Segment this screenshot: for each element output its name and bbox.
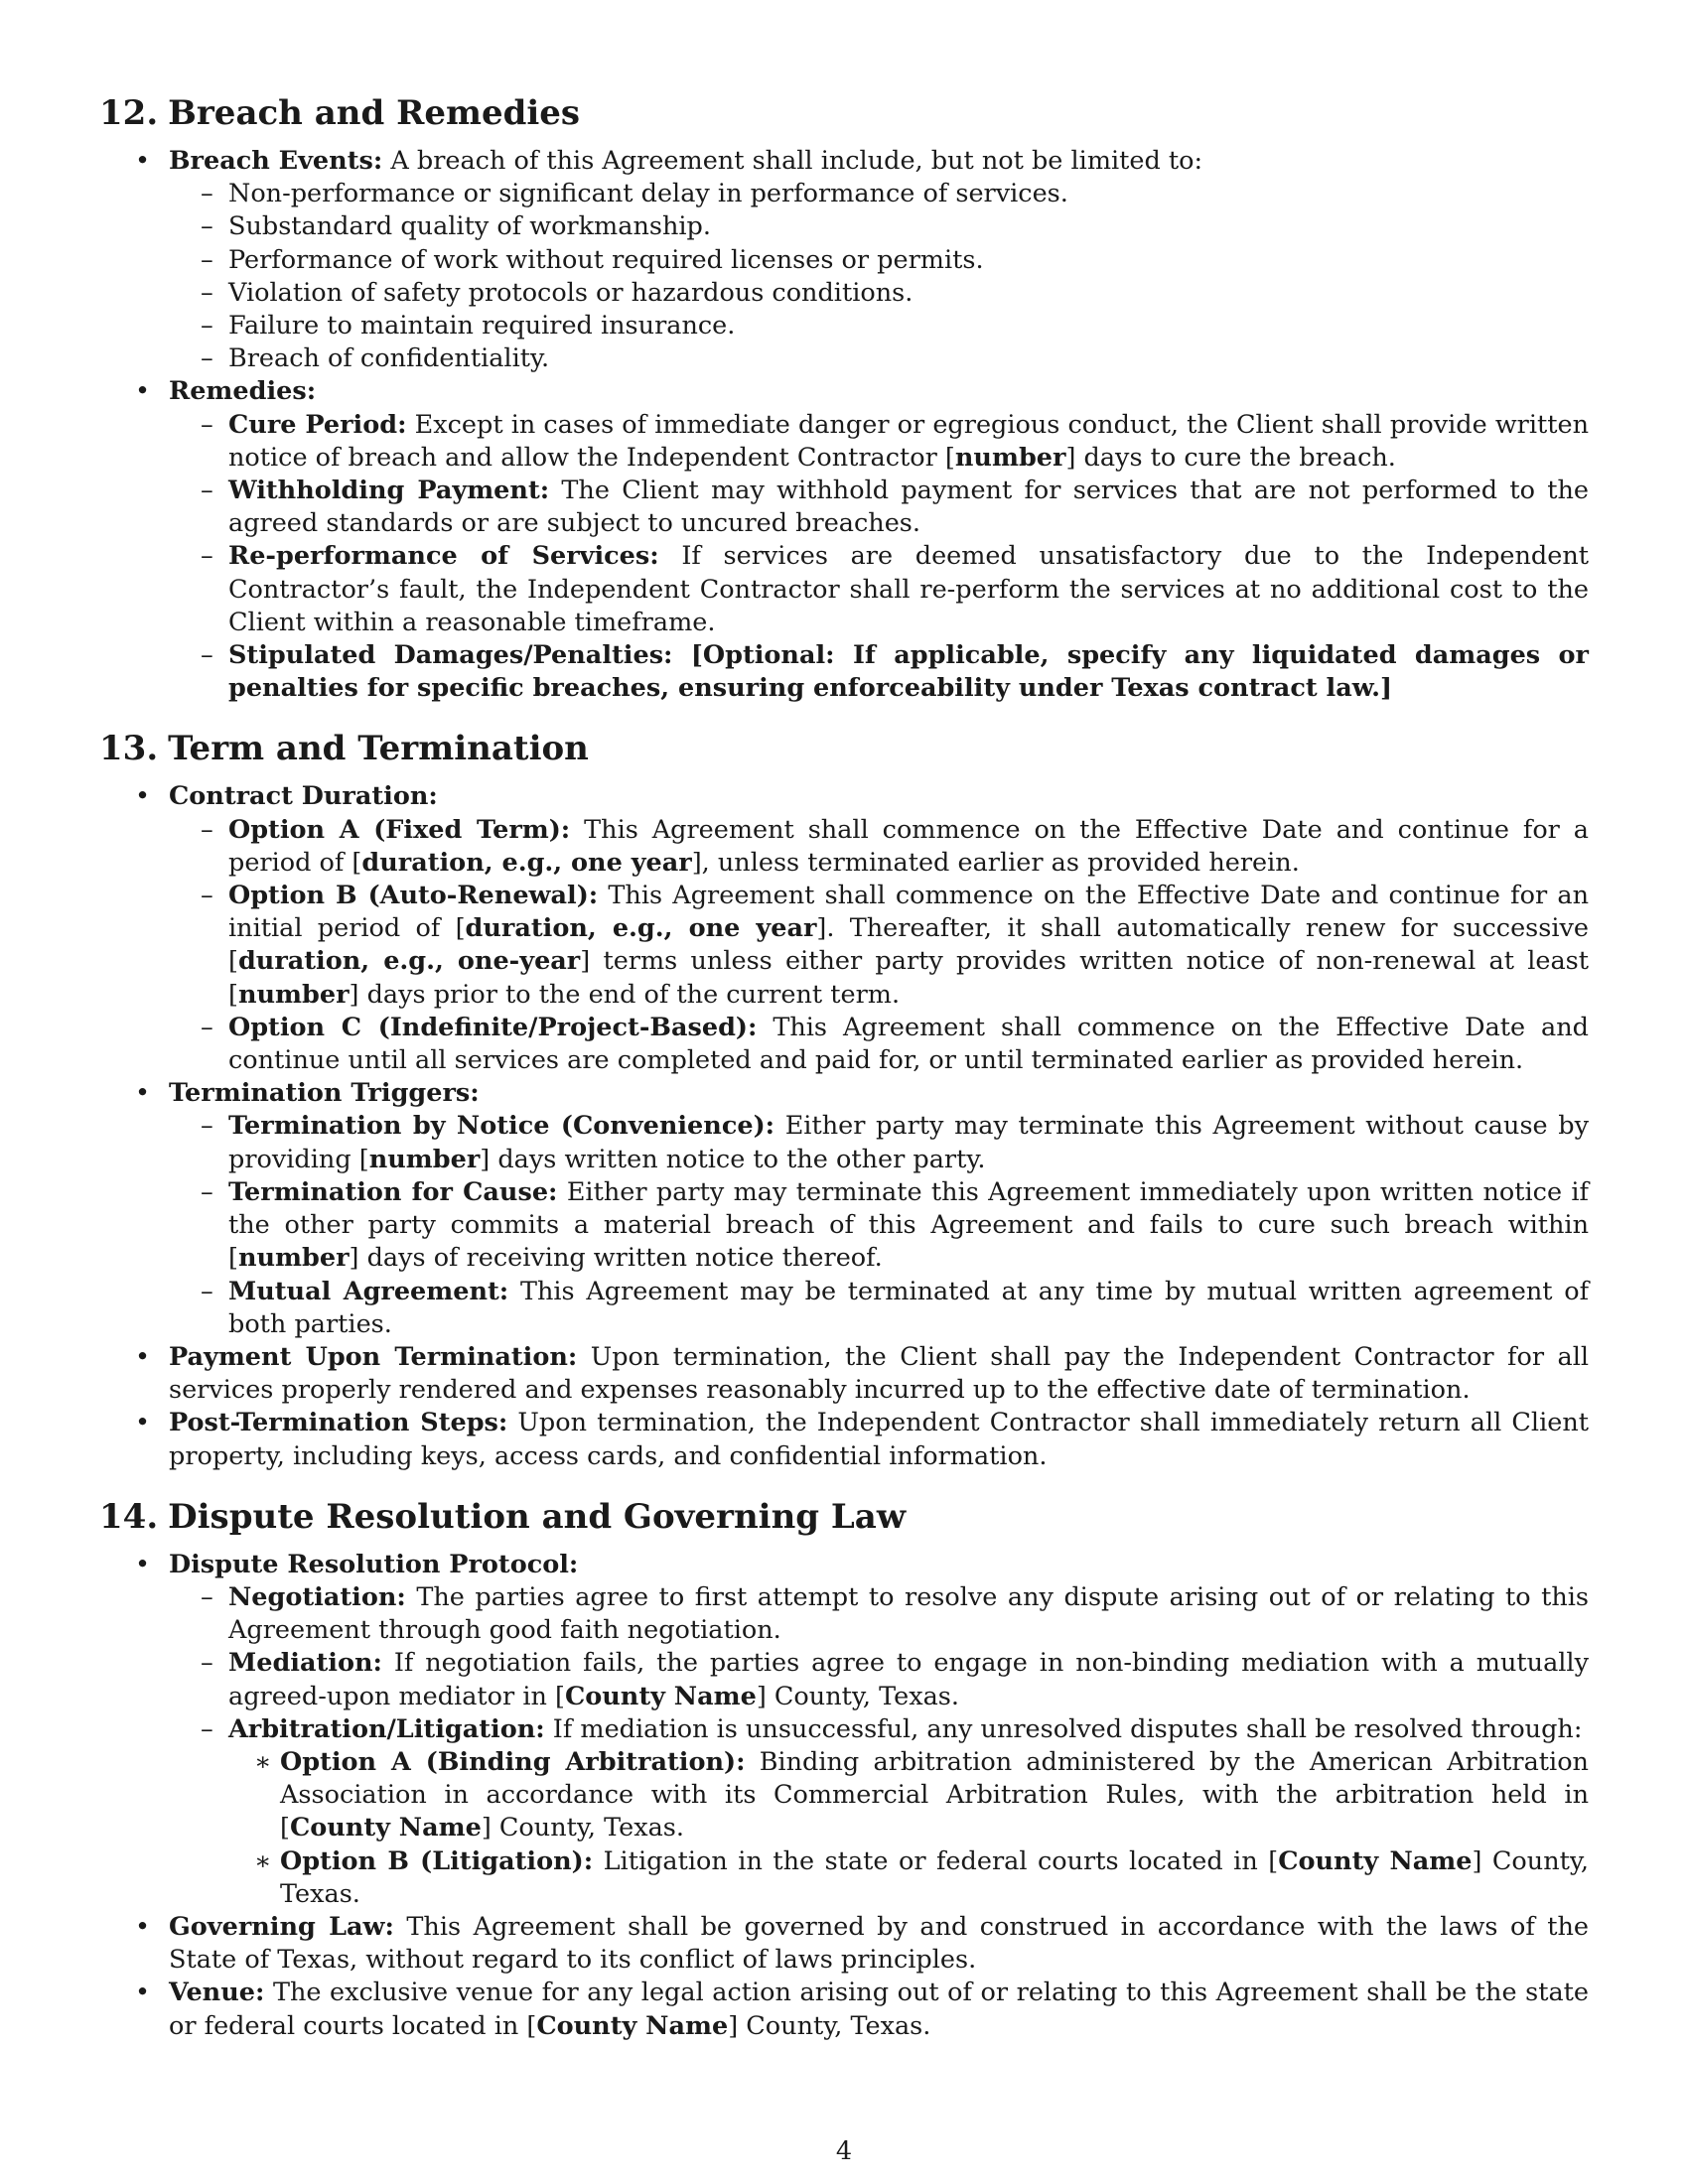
list-item: – Negotiation: The parties agree to first attempt to resolve any dispute arising out of or relating to this Agreement through good faith negotiation. <box>169 1581 1589 1647</box>
list-item: – Option B (Auto-Renewal): This Agreement shall commence on the Effective Date and continue for an initial period of [duration, e.g., one year]. Thereafter, it shall automatically renew for successive [duration, e.g., one-year] terms unless either party provides written notice of non-renewal at least [number] days prior to the end of the current term. <box>169 880 1589 1012</box>
list-item: ∗ Option A (Binding Arbitration): Binding arbitration administered by the American Arbitration Association in accordance with its Commercial Arbitration Rules, with the arbitration held in [County Name] County, Texas. <box>228 1746 1589 1845</box>
list-item: – Non-performance or significant delay in performance of services. <box>169 178 1589 210</box>
list-item: • Payment Upon Termination: Upon termination, the Client shall pay the Independent Contractor for all services properly rendered and expenses reasonably incurred up to the effective date of termination. <box>99 1341 1589 1407</box>
list-item: – Violation of safety protocols or hazardous conditions. <box>169 277 1589 310</box>
list-item: • Remedies: – Cure Period: Except in cases of immediate danger or egregious conduct, the Client shall provide written notice of breach and allow the Independent Contractor [number] days to cure the breach. – Withholding Payment: The Client may withhold payment for services that are not performed to the agreed standards or are subject to uncured breaches. – Re-performance of Services: If services are deemed unsatisfactory due to the Independent Contractor’s fault, the Independent Contractor shall re-perform the services at no additional cost to the Client within a reasonable timeframe. – Stipulated Damages/Penalties: [Optional: If applicable, specify any liquidated damages or penalties for specific breaches, ensuring enforceability under Texas contract law.] <box>99 375 1589 705</box>
list-item: – Option C (Indefinite/Project-Based): This Agreement shall commence on the Effective Date and continue until all services are completed and paid for, or until terminated earlier as provided herein. <box>169 1012 1589 1077</box>
list-item: – Stipulated Damages/Penalties: [Optional: If applicable, specify any liquidated damages or penalties for specific breaches, ensuring enforceability under Texas contract law.] <box>169 639 1589 705</box>
section-heading: 13. Term and Termination <box>99 729 589 769</box>
list-item: – Cure Period: Except in cases of immediate danger or egregious conduct, the Client shall provide written notice of breach and allow the Independent Contractor [number] days to cure the breach. <box>169 409 1589 475</box>
list-item: – Performance of work without required licenses or permits. <box>169 244 1589 277</box>
list-item: – Mutual Agreement: This Agreement may be terminated at any time by mutual written agreement of both parties. <box>169 1276 1589 1341</box>
section-12 <box>99 91 1589 705</box>
list-item: ∗ Option B (Litigation): Litigation in the state or federal courts located in [County Name] County, Texas. <box>228 1845 1589 1911</box>
list-item: • Contract Duration: – Option A (Fixed Term): This Agreement shall commence on the Effective Date and continue for a period of [duration, e.g., one year], unless terminated earlier as provided herein. – Option B (Auto-Renewal): This Agreement shall commence on the Effective Date and continue for an initial period of [duration, e.g., one year]. Thereafter, it shall automatically renew for successive [duration, e.g., one-year] terms unless either party provides written notice of non-renewal at least [number] days prior to the end of the current term. – Option C (Indefinite/Project-Based): This Agreement shall commence on the Effective Date and continue until all services are completed and paid for, or until terminated earlier as provided herein. <box>99 780 1589 1077</box>
list-item: • Termination Triggers: – Termination by Notice (Convenience): Either party may terminate this Agreement without cause by providing [number] days written notice to the other party. – Termination for Cause: Either party may terminate this Agreement immediately upon written notice if the other party commits a material breach of this Agreement and fails to cure such breach within [number] days of receiving written notice thereof. – Mutual Agreement: This Agreement may be terminated at any time by mutual written agreement of both parties. <box>99 1077 1589 1341</box>
list-item: – Withholding Payment: The Client may withhold payment for services that are not performed to the agreed standards or are subject to uncured breaches. <box>169 475 1589 540</box>
list-item: – Option A (Fixed Term): This Agreement shall commence on the Effective Date and continue for a period of [duration, e.g., one year], unless terminated earlier as provided herein. <box>169 814 1589 880</box>
list-item: – Termination by Notice (Convenience): Either party may terminate this Agreement without cause by providing [number] days written notice to the other party. <box>169 1110 1589 1175</box>
list-item: – Arbitration/Litigation: If mediation is unsuccessful, any unresolved disputes shall be resolved through: ∗ Option A (Binding Arbitration): Binding arbitration administered by the American Arbitration Association in accordance with its Commercial Arbitration Rules, with the arbitration held in [County Name] County, Texas. ∗ Option B (Litigation): Litigation in the state or federal courts located in [County Name] County, Texas. <box>169 1713 1589 1911</box>
list-item: – Re-performance of Services: If services are deemed unsatisfactory due to the Independent Contractor’s fault, the Independent Contractor shall re-perform the services at no additional cost to the Client within a reasonable timeframe. <box>169 540 1589 639</box>
list-item: • Dispute Resolution Protocol: – Negotiation: The parties agree to first attempt to resolve any dispute arising out of or relating to this Agreement through good faith negotiation. – Mediation: If negotiation fails, the parties agree to engage in non-binding mediation with a mutually agreed-upon mediator in [County Name] County, Texas. – Arbitration/Litigation: If mediation is unsuccessful, any unresolved disputes shall be resolved through: ∗ Option A (Binding Arbitration): Binding arbitration administered by the American Arbitration Association in accordance with its Commercial Arbitration Rules, with the arbitration held in [County Name] County, Texas. ∗ Option B (Litigation): Litigation in the state or federal courts located in [County Name] County, Texas. <box>99 1549 1589 1911</box>
document-page <box>99 91 1589 2065</box>
list-item: • Venue: The exclusive venue for any legal action arising out of or relating to this Agreement shall be the state or federal courts located in [County Name] County, Texas. <box>99 1977 1589 2042</box>
section-14 <box>99 1495 1589 2043</box>
list-item: • Breach Events: A breach of this Agreement shall include, but not be limited to: – Non-performance or significant delay in performance of services. – Substandard quality of workmanship. – Performance of work without required licenses or permits. – Violation of safety protocols or hazardous conditions. – Failure to maintain required insurance. – Breach of confidentiality. <box>99 145 1589 375</box>
list-item: • Governing Law: This Agreement shall be governed by and construed in accordance with the laws of the State of Texas, without regard to its conflict of laws principles. <box>99 1911 1589 1977</box>
list-item: – Breach of confidentiality. <box>169 342 1589 375</box>
list-item: • Post-Termination Steps: Upon termination, the Independent Contractor shall immediately return all Client property, including keys, access cards, and confidential information. <box>99 1407 1589 1472</box>
list-item: – Substandard quality of workmanship. <box>169 210 1589 243</box>
list-item: – Failure to maintain required insurance. <box>169 310 1589 342</box>
section-heading: 12. Breach and Remedies <box>99 93 581 133</box>
list-item: – Termination for Cause: Either party may terminate this Agreement immediately upon written notice if the other party commits a material breach of this Agreement and fails to cure such breach within [number] days of receiving written notice thereof. <box>169 1176 1589 1276</box>
section-13 <box>99 727 1589 1472</box>
list-item: – Mediation: If negotiation fails, the parties agree to engage in non-binding mediation with a mutually agreed-upon mediator in [County Name] County, Texas. <box>169 1647 1589 1712</box>
page-number: 4 <box>835 2136 853 2166</box>
section-heading: 14. Dispute Resolution and Governing Law <box>99 1496 907 1537</box>
